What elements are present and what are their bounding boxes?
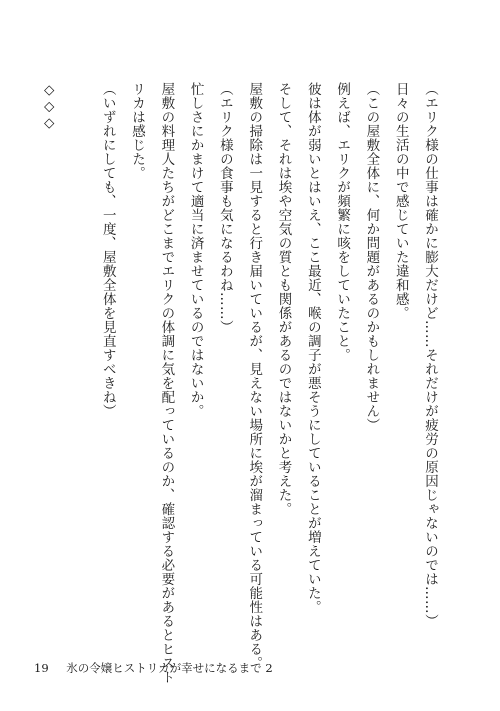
text-line: （エリク様の仕事は確かに膨大だけど……それだけが疲労の原因じゃないのでは……）: [422, 82, 438, 628]
text-line: （いずれにしても、一度、屋敷全体を見直すべきね）: [99, 82, 116, 418]
text-line: （この屋敷全体に、何か問題があるのかもしれません）: [363, 82, 380, 432]
page-footer: [34, 660, 273, 676]
text-line: 日々の生活の中で感じていた違和感。: [392, 82, 409, 320]
text-line: 忙しさにかまけて適当に済ませているのではないか。: [187, 82, 204, 418]
blank-line: [5, 82, 34, 642]
text-line: 彼は体が弱いとはいえ、ここ最近、喉の調子が悪そうにしていることが増えていた。: [304, 82, 321, 614]
book-title: 氷の令嬢ヒストリカが幸せになるまで 2: [66, 661, 273, 675]
text-line: 例えば、エリクが頻繁に咳をしていたこと。: [334, 82, 351, 362]
text-line: [0, 82, 5, 642]
blank-line: [63, 82, 92, 642]
text-line: そして、それは埃や空気の質とも関係があるのではないかと考えた。: [275, 82, 292, 516]
text-line: 屋敷の料理人たちがどこまでエリクの体調に気を配っているのか、確認する必要があるとヒスト: [158, 82, 175, 684]
text-line: 屋敷の掃除は一見すると行き届いているが、見えない場所に埃が溜まっている可能性はある。: [246, 82, 263, 670]
text-line: （エリク様の食事も気になるわね……）: [216, 82, 233, 334]
text-line: リカは感じた。: [129, 82, 146, 180]
section-break: ◇◇◇: [41, 82, 58, 132]
page-number: 19: [34, 661, 49, 675]
